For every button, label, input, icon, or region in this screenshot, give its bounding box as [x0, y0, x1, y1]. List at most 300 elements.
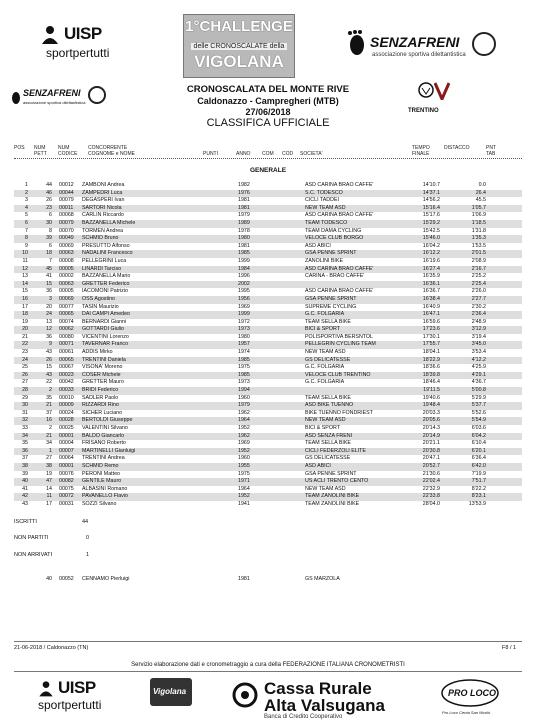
result-code: 00076	[59, 470, 74, 477]
result-name: OSS Agostino	[82, 295, 115, 302]
result-code: 00023	[59, 371, 74, 378]
result-gap: 2'08.9	[471, 257, 486, 264]
result-code: 00008	[59, 257, 74, 264]
result-time: 16'27.4	[422, 265, 440, 272]
result-pos: 40	[22, 478, 28, 485]
table-row	[14, 288, 522, 296]
result-code: 00063	[59, 280, 74, 287]
result-bib: 19	[46, 470, 52, 477]
result-year: 1972	[238, 318, 250, 325]
result-club: ASD CARINA BRAO CAFFE'	[305, 182, 374, 188]
result-time: 16'47.1	[422, 311, 440, 318]
col-tempo: TEMPO FINALE	[412, 145, 430, 157]
result-name: ZAMBONI Andrea	[82, 182, 125, 188]
result-code: 00063	[59, 250, 74, 257]
table-row	[14, 304, 522, 312]
result-name: GRETTER Mauro	[82, 379, 124, 386]
result-year: 1980	[238, 333, 250, 340]
col-punti: PUNTI	[203, 151, 218, 157]
table-row	[14, 319, 522, 327]
result-club: VELOCE CLUB BORGO	[305, 235, 364, 242]
result-club: CICLI TADDEI	[305, 197, 339, 204]
challenge-banner	[183, 14, 295, 78]
result-club: GS DELICATESSE	[305, 356, 351, 363]
result-bib: 1	[49, 447, 52, 454]
result-pos: 30	[22, 402, 28, 409]
result-name: SARTORI Nicola	[82, 204, 122, 211]
result-year: 1952	[238, 425, 250, 431]
result-pos: 36	[22, 447, 28, 454]
result-pos: 17	[22, 303, 28, 310]
result-bib: 6	[49, 212, 52, 219]
result-gap: 5'37.7	[471, 402, 486, 409]
senzafreni-brand-small: SENZAFRENI	[23, 88, 81, 98]
result-bib: 18	[46, 250, 52, 257]
banner-line2: delle CRONOSCALATE della	[191, 43, 288, 50]
result-club: G.C. FOLGARIA	[305, 311, 345, 318]
result-bib: 22	[46, 379, 52, 386]
result-year: 1980	[238, 235, 250, 242]
result-year: 1952	[238, 447, 250, 454]
result-year: 1976	[238, 189, 250, 196]
result-time: 20'30.8	[422, 447, 440, 454]
result-code: 00074	[59, 318, 74, 325]
result-gap: 2'26.0	[471, 288, 486, 295]
col-pnt-tab: PNT TAB	[486, 145, 496, 157]
result-bib: 8	[49, 227, 52, 234]
result-bib: 7	[49, 257, 52, 264]
section-title: GENERALE	[249, 167, 287, 174]
result-time: 19'48.4	[422, 402, 440, 409]
result-bib: 41	[46, 273, 52, 280]
result-year: 1960	[238, 455, 250, 462]
table-row	[14, 228, 522, 236]
result-name: NADALINI Francesco	[82, 250, 133, 257]
result-pos: 21	[22, 333, 28, 340]
result-code: 00028	[59, 417, 74, 424]
result-club: ASD CARINA BRAO CAFFE'	[305, 288, 374, 295]
result-pos: 34	[22, 432, 28, 439]
result-code: 00007	[59, 447, 74, 454]
result-pos: 27	[22, 379, 28, 386]
result-bib: 30	[46, 219, 52, 226]
result-club: TEAM SELLA BIKE	[305, 440, 351, 447]
result-gap: 6'36.4	[471, 455, 486, 462]
result-club: TEAM ZANOLINI BIKE	[305, 500, 360, 507]
result-gap: 3'19.4	[471, 333, 486, 340]
result-code: 00031	[59, 500, 74, 507]
result-name: PERONI Matteo	[82, 470, 120, 477]
result-gap: 3'12.9	[471, 326, 486, 333]
result-year: 1962	[238, 432, 250, 439]
uisp-sub: sportpertutti	[46, 46, 110, 60]
result-code: 00049	[59, 235, 74, 242]
table-row	[14, 379, 522, 387]
result-time: 16'36.7	[422, 288, 440, 295]
dnf-club: GS MARZOLA	[305, 576, 340, 582]
result-pos: 24	[22, 356, 28, 363]
result-gap: 1'05.7	[471, 204, 486, 211]
cassa-sub: Banca di Credito Cooperativo	[264, 714, 343, 720]
result-name: ALBASINI Romano	[82, 485, 128, 492]
result-club: TEAM DAMA CYCLING	[305, 227, 362, 234]
result-club: TEAM TODESCO	[305, 219, 348, 226]
result-pos: 15	[22, 288, 28, 295]
result-year: 1969	[238, 440, 250, 447]
result-bib: 34	[46, 440, 52, 447]
non-partiti-label: NON PARTITI	[14, 535, 49, 541]
result-time: 19'11.5	[423, 387, 440, 394]
result-gap: 1'35.3	[471, 235, 486, 242]
result-time: 18'39.8	[422, 371, 440, 378]
result-year: 1979	[238, 402, 250, 409]
result-code: 00077	[59, 303, 74, 310]
result-code: 00001	[59, 432, 74, 439]
cassa-line2: Alta Valsugana	[264, 696, 385, 715]
dnf-code: 00052	[59, 576, 74, 582]
result-pos: 12	[22, 265, 28, 272]
result-name: BERNARDI Gianni	[82, 318, 127, 325]
result-pos: 33	[22, 425, 28, 431]
result-code: 00005	[59, 288, 74, 295]
result-gap: 3'53.4	[471, 349, 486, 356]
footer-uisp-brand: UISP	[58, 678, 96, 697]
table-row	[14, 402, 522, 410]
result-pos: 23	[22, 349, 28, 356]
result-name: TORMEN Andrea	[82, 227, 124, 234]
result-pos: 32	[22, 417, 28, 424]
result-club: TEAM ZANOLINI BIKE	[305, 493, 360, 500]
non-arrivati-value: 1	[86, 552, 90, 558]
result-code: 00069	[59, 242, 74, 249]
result-time: 16'38.4	[422, 295, 440, 302]
result-pos: 7	[25, 227, 28, 234]
result-club: NEW TEAM ASD	[305, 349, 346, 356]
table-row	[14, 190, 522, 198]
result-pos: 39	[22, 470, 28, 477]
result-pos: 26	[22, 371, 28, 378]
result-bib: 36	[46, 288, 52, 295]
result-name: VICENTINI Lorenzo	[82, 333, 129, 340]
result-code: 00067	[59, 364, 74, 371]
result-name: PAVANELLO Flavio	[82, 493, 128, 500]
result-pos: 6	[25, 219, 28, 226]
result-bib: 46	[46, 189, 52, 196]
result-year: 1973	[238, 326, 250, 333]
result-gap: 1'31.8	[471, 227, 486, 234]
result-code: 00080	[59, 333, 74, 340]
table-row	[14, 493, 522, 501]
result-code: 00011	[59, 204, 74, 211]
result-year: 1999	[238, 311, 250, 318]
result-year: 1941	[238, 500, 250, 507]
col-distacco: DISTACCO	[444, 145, 470, 151]
footer-service: Servizio elaborazione dati e cronometraggio a cura della FEDERAZIONE ITALIANA CRONOMETRISTI	[131, 662, 405, 668]
vigolana-logo	[150, 678, 192, 706]
result-bib: 9	[49, 341, 52, 348]
table-row	[14, 349, 522, 357]
uisp-emblem-icon	[38, 22, 62, 46]
table-row	[14, 205, 522, 213]
result-year: 1957	[238, 341, 250, 348]
non-partiti-value: 0	[86, 535, 90, 541]
result-time: 21'30.6	[422, 470, 440, 477]
table-row	[14, 258, 522, 266]
result-time: 22'33.8	[422, 493, 440, 500]
result-bib: 43	[46, 349, 52, 356]
col-com: COM	[262, 151, 274, 157]
result-time: 15'29.2	[422, 219, 440, 226]
table-row	[14, 471, 522, 479]
result-club: GS DELICATESSE	[305, 455, 351, 462]
result-bib: 2	[49, 425, 52, 431]
result-name: TRENTINI Andrea	[82, 455, 125, 462]
result-bib: 14	[46, 485, 52, 492]
result-pos: 22	[22, 341, 28, 348]
result-code: 00042	[59, 379, 74, 386]
result-gap: 6'10.4	[471, 440, 486, 447]
result-bib: 24	[46, 311, 52, 318]
result-gap: 5'29.9	[471, 394, 486, 401]
result-club: US ACLI TRENTO CENTO	[305, 478, 369, 485]
footer-divider	[14, 641, 522, 642]
result-code: 00012	[59, 182, 74, 188]
result-name: SADLER Paolo	[82, 394, 119, 401]
table-row	[14, 266, 522, 274]
result-year: 1973	[238, 379, 250, 386]
result-year: 1985	[238, 371, 250, 378]
result-club: GSA PENNE SPRINT	[305, 470, 357, 477]
cassa-line1: Cassa Rurale	[264, 679, 372, 698]
result-name: ADDIS Mirko	[82, 349, 113, 356]
result-time: 28'04.0	[422, 500, 440, 507]
result-time: 20'03.3	[422, 409, 440, 416]
result-year: 1962	[238, 409, 250, 416]
result-time: 15'46.0	[422, 235, 440, 242]
result-gap: 1'06.9	[471, 212, 486, 219]
result-pos: 13	[22, 273, 28, 280]
result-code: 00075	[59, 485, 74, 492]
result-code: 00079	[59, 219, 74, 226]
result-code: 00061	[59, 349, 74, 356]
result-gap: 1'53.5	[471, 242, 486, 249]
result-time: 20'05.6	[422, 417, 440, 424]
table-row	[14, 410, 522, 418]
result-year: 1981	[238, 204, 250, 211]
result-gap: 4'29.1	[471, 371, 486, 378]
result-year: 1975	[238, 364, 250, 371]
result-gap: 45.5	[475, 197, 486, 204]
result-year: 1971	[238, 478, 250, 485]
result-club: NEW TEAM ASD	[305, 204, 346, 211]
result-bib: 17	[46, 500, 52, 507]
result-code: 00065	[59, 356, 74, 363]
result-year: 1974	[238, 349, 250, 356]
result-bib: 35	[46, 394, 52, 401]
result-gap: 6'04.2	[471, 432, 486, 439]
result-name: IACOMONI Patrizio	[82, 288, 128, 295]
result-name: COSER Michele	[82, 371, 121, 378]
result-pos: 14	[22, 280, 28, 287]
result-year: 1996	[238, 273, 250, 280]
result-gap: 4'36.7	[471, 379, 486, 386]
result-club: TEAM SELLA BIKE	[305, 318, 351, 325]
result-name: TAVERNAR Franco	[82, 341, 129, 348]
senzafreni-sub: associazione sportiva dilettantistica	[372, 52, 466, 58]
result-time: 22'02.4	[422, 478, 440, 485]
header-divider	[14, 158, 522, 159]
table-row	[14, 372, 522, 380]
result-name: SOZZI Silvano	[82, 500, 117, 507]
result-gap: 26.4	[475, 189, 486, 196]
uisp-brand: UISP	[64, 24, 102, 43]
result-name: BAZZANELLA Michele	[82, 219, 136, 226]
uisp-logo	[38, 22, 128, 66]
result-club: G.C. FOLGARIA	[305, 364, 345, 371]
non-arrivati-label: NON ARRIVATI	[14, 552, 52, 558]
result-gap: 13'53.9	[468, 500, 486, 507]
result-pos: 20	[22, 326, 28, 333]
result-gap: 2'48.9	[471, 318, 486, 325]
dnf-name: CENNAMO Pierluigi	[82, 576, 130, 582]
result-name: TRENTINI Daniela	[82, 356, 126, 363]
result-code: 00079	[59, 197, 74, 204]
result-year: 1995	[238, 288, 250, 295]
result-code: 00072	[59, 493, 74, 500]
result-code: 00033	[59, 387, 74, 394]
result-pos: 4	[25, 204, 28, 211]
result-time: 18'22.9	[422, 356, 440, 363]
result-pos: 37	[22, 455, 28, 462]
result-club: BIKE TUENNO FONDRIEST	[305, 409, 373, 416]
result-year: 1978	[238, 227, 250, 234]
result-gap: 2'36.4	[471, 311, 486, 318]
result-time: 17'23.6	[422, 326, 440, 333]
result-year: 1999	[238, 257, 250, 264]
result-time: 16'35.9	[422, 273, 440, 280]
table-row	[14, 296, 522, 304]
table-row	[14, 273, 522, 281]
result-gap: 7'51.7	[471, 478, 486, 485]
result-gap: 2'30.2	[471, 303, 486, 310]
table-row	[14, 243, 522, 251]
result-name: TASIN Maurizio	[82, 303, 119, 310]
result-pos: 42	[22, 493, 28, 500]
result-bib: 36	[46, 333, 52, 340]
result-code: 00062	[59, 326, 74, 333]
result-code: 00070	[59, 227, 74, 234]
result-time: 19'40.6	[422, 394, 440, 401]
result-pos: 28	[22, 387, 28, 394]
senzafreni-brand: SENZAFRENI	[370, 34, 460, 50]
result-name: DAI CAMPI Amedeo	[82, 311, 130, 318]
event-title: CRONOSCALATA DEL MONTE RIVE	[186, 84, 350, 95]
result-bib: 39	[46, 235, 52, 242]
table-row	[14, 486, 522, 494]
result-name: LINARDI Tarciso	[82, 265, 122, 272]
result-gap: 7'19.9	[471, 470, 486, 477]
result-year: 1975	[238, 470, 250, 477]
result-name: MARTINELLI Gianluigi	[82, 447, 136, 454]
foot-icon	[346, 30, 368, 56]
result-year: 1985	[238, 250, 250, 257]
dnf-year: 1981	[238, 576, 250, 582]
result-gap: 4'25.9	[471, 364, 486, 371]
trentino-label: TRENTINO	[408, 108, 439, 114]
table-row	[14, 311, 522, 319]
result-club: POLISPORTIVA BERSNTOL	[305, 333, 374, 340]
cassa-rurale-logo	[232, 680, 402, 720]
result-year: 1979	[238, 212, 250, 219]
result-year: 1960	[238, 394, 250, 401]
uisp-emblem-icon	[36, 678, 56, 698]
gear-icon	[472, 32, 496, 56]
result-year: 1952	[238, 493, 250, 500]
result-club: S.C. TODESCO	[305, 189, 343, 196]
result-bib: 15	[46, 280, 52, 287]
result-code: 00024	[59, 409, 74, 416]
proloco-sub: Pro Loco Centa San Nicolò	[442, 710, 491, 715]
result-pos: 18	[22, 311, 28, 318]
result-club: BICI & SPORT	[305, 326, 340, 333]
result-time: 16'59.6	[422, 318, 440, 325]
result-club: GSA PENNE SPRINT	[305, 250, 357, 257]
footer-right: F8 / 1	[502, 645, 517, 651]
dnf-row	[14, 576, 522, 584]
result-year: 1989	[238, 219, 250, 226]
table-row	[14, 387, 522, 395]
result-time: 16'04.2	[422, 242, 440, 249]
result-bib: 20	[46, 303, 52, 310]
result-time: 18'04.1	[422, 349, 440, 356]
table-row	[14, 395, 522, 403]
event-date: 27/06/2018	[245, 107, 291, 117]
result-time: 15'16.4	[422, 204, 440, 211]
table-row	[14, 212, 522, 220]
result-pos: 31	[22, 409, 28, 416]
result-year: 1981	[238, 242, 250, 249]
result-code: 00069	[59, 295, 74, 302]
result-pos: 35	[22, 440, 28, 447]
result-bib: 27	[46, 455, 52, 462]
result-bib: 15	[46, 364, 52, 371]
result-year: 1956	[238, 295, 250, 302]
col-societa: SOCIETA'	[300, 151, 323, 157]
result-time: 16'36.1	[422, 280, 440, 287]
result-bib: 3	[49, 295, 52, 302]
result-name: GRETTER Federico	[82, 280, 130, 287]
col-name: CONCORRENTE COGNOME e NOME	[88, 145, 135, 157]
result-bib: 2	[49, 387, 52, 394]
result-code: 00082	[59, 478, 74, 485]
result-bib: 47	[46, 478, 52, 485]
result-gap: 1'18.5	[471, 219, 486, 226]
table-row	[14, 501, 522, 509]
result-bib: 21	[46, 432, 52, 439]
table-row	[14, 334, 522, 342]
result-club: GSA PENNE SPRINT	[305, 295, 357, 302]
result-time: 14'56.2	[422, 197, 440, 204]
result-gap: 8'23.1	[471, 493, 486, 500]
result-name: SICHER Luciano	[82, 409, 123, 416]
result-gap: 5'52.6	[471, 409, 486, 416]
iscritti-label: ISCRITTI	[14, 519, 37, 525]
senzafreni-logo-top	[346, 30, 496, 66]
result-pos: 25	[22, 364, 28, 371]
col-anno: ANNO	[236, 151, 251, 157]
result-time: 14'10.7	[422, 182, 440, 188]
result-time: 14'37.1	[422, 189, 440, 196]
